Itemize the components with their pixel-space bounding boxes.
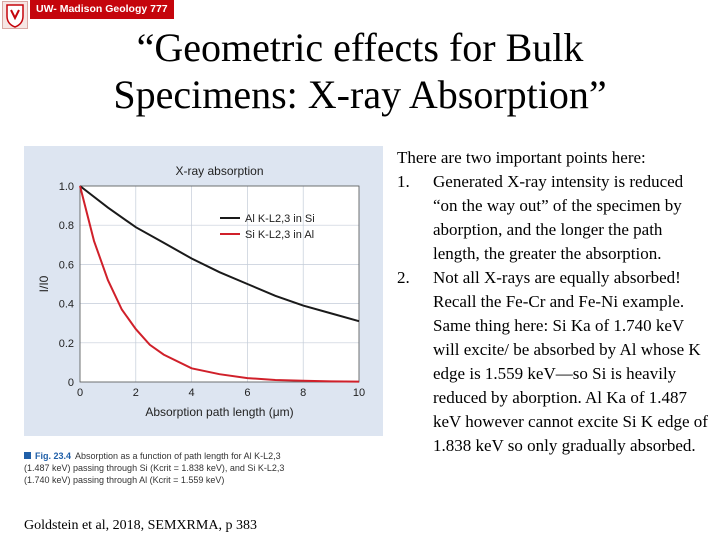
list-text: Generated X-ray intensity is reduced “on the way out” of the specimen by aborption, and the longer the path length, the greater the absorption.	[433, 172, 684, 263]
x-axis-label: Absorption path length (μm)	[145, 405, 294, 419]
figure-panel	[24, 146, 383, 436]
y-tick-label: 0.8	[58, 220, 74, 233]
list-text: Not all X-rays are equally absorbed! Recall the Fe-Cr and Fe-Ni example. Same thing here: Si Ka of 1.740 keV will excite/ be absorbed by Al whose K edge is 1.559 keV—so Si is heavily reduced by aborption. Al Ka of 1.487 keV however cannot excite Si K edge of 1.838 keV so only gradually absorbed.	[433, 268, 708, 455]
list-item	[397, 170, 709, 266]
logo-banner-text: UW- Madison Geology 777	[30, 0, 174, 19]
y-tick-label: 0	[67, 377, 74, 389]
figure-caption-label: Fig. 23.4	[35, 451, 72, 461]
crest-icon	[2, 1, 28, 29]
legend-label: Si K-L2,3 in Al	[245, 229, 315, 241]
x-tick-label: 4	[188, 387, 195, 399]
points-list	[397, 170, 709, 458]
figure-caption-line: (1.740 keV) passing through Al (Kcrit = 1.559 keV)	[24, 475, 225, 485]
slide-title: “Geometric effects for Bulk Specimens: X-ray Absorption”	[113, 25, 607, 117]
chart-title: X-ray absorption	[175, 164, 264, 178]
plot-area	[80, 186, 359, 382]
absorption-chart	[24, 146, 383, 436]
x-tick-label: 10	[352, 387, 366, 399]
figure-caption-line: Absorption as a function of path length for Al K-L2,3	[75, 451, 281, 461]
y-tick-label: 1.0	[58, 181, 74, 193]
list-number: 2.	[397, 268, 410, 287]
y-tick-label: 0.2	[58, 337, 74, 350]
y-axis-label: I/I0	[37, 275, 51, 293]
y-tick-label: 0.6	[58, 259, 74, 272]
y-tick-label: 0.4	[58, 298, 74, 311]
university-logo	[0, 0, 175, 20]
list-item	[397, 266, 709, 458]
list-number: 1.	[397, 172, 410, 191]
x-tick-label: 8	[300, 387, 307, 399]
body-text	[397, 146, 709, 458]
x-tick-label: 0	[76, 387, 84, 399]
legend-label: Al K-L2,3 in Si	[245, 213, 315, 225]
citation: Goldstein et al, 2018, SEMXRMA, p 383	[24, 518, 257, 533]
x-tick-label: 2	[132, 387, 139, 399]
intro-text: There are two important points here:	[397, 148, 646, 167]
figure-icon	[24, 452, 31, 459]
figure-caption	[24, 450, 384, 486]
figure-caption-line: (1.487 keV) passing through Si (Kcrit = 1.838 keV), and Si K-L2,3	[24, 463, 285, 473]
x-tick-label: 6	[244, 387, 251, 399]
